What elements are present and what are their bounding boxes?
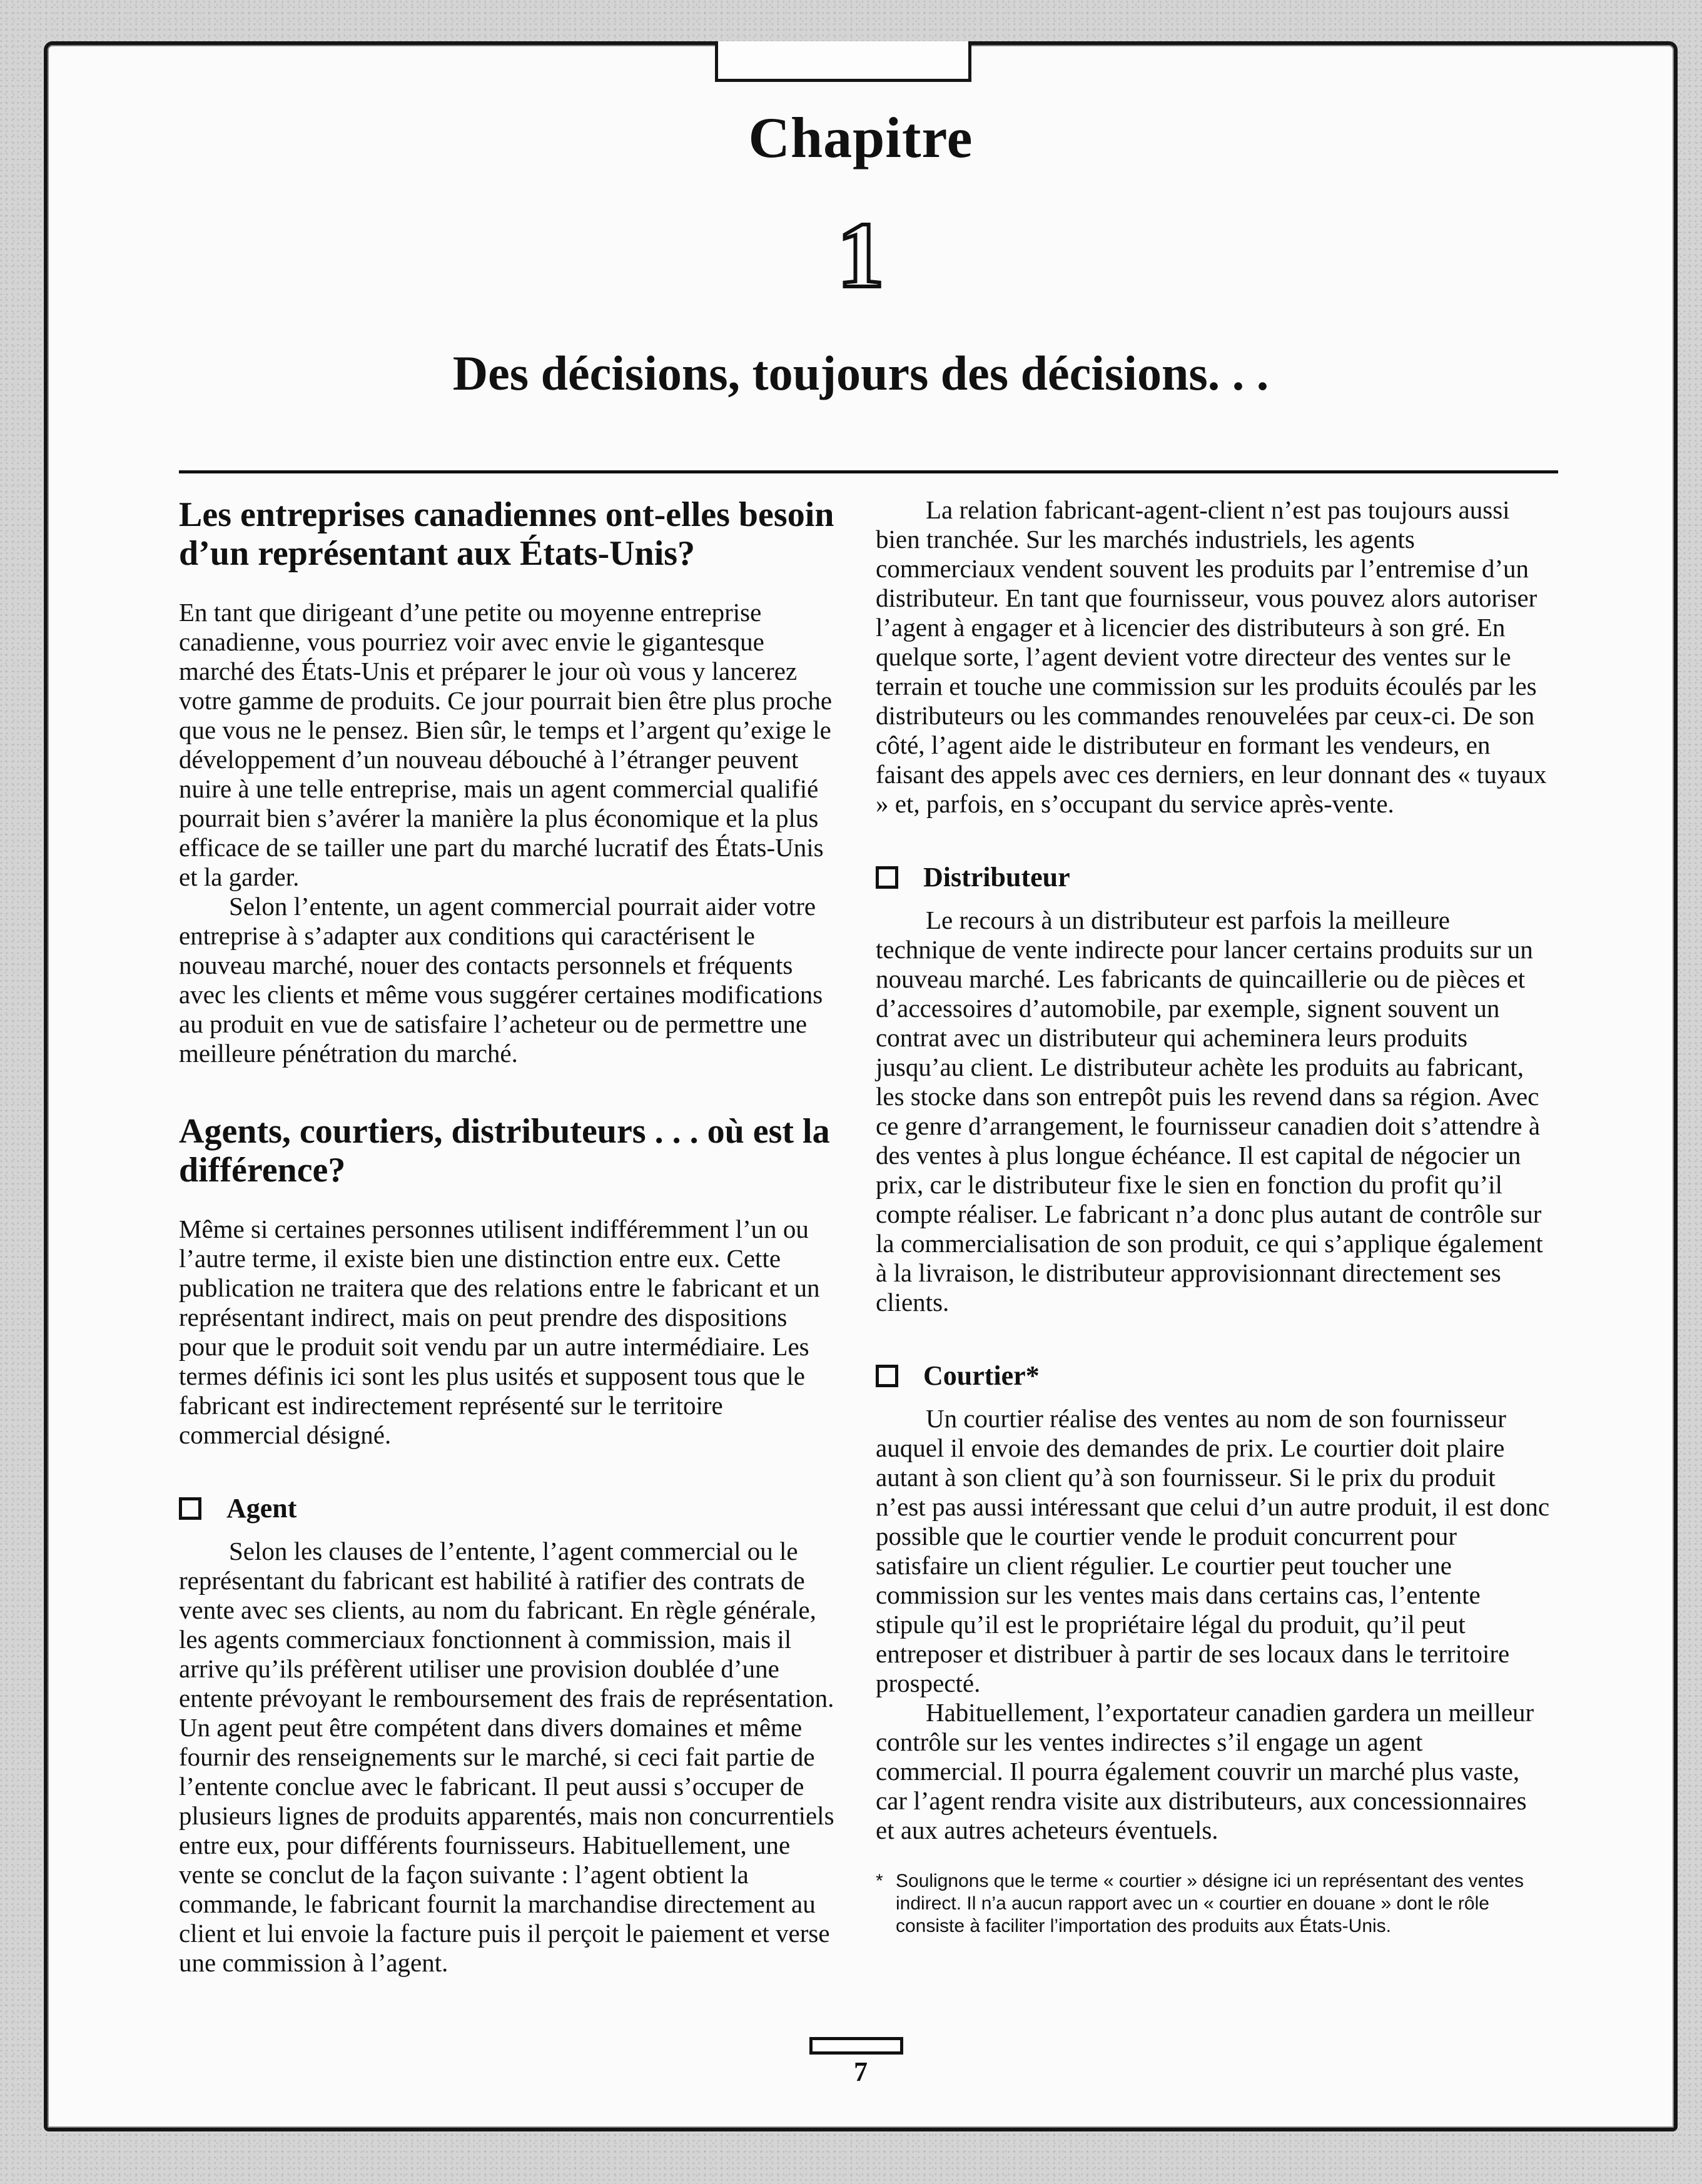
footnote-mark: * xyxy=(876,1871,883,1891)
footnote xyxy=(876,1870,1551,1938)
page-number: 7 xyxy=(854,2056,868,2087)
chapter-number: 1 xyxy=(837,203,884,307)
chapter-label: Chapitre xyxy=(748,106,973,169)
subsection-heading-label: Distributeur xyxy=(923,862,1070,892)
paragraph: Le recours à un distributeur est parfois la meilleure technique de vente indirecte pour lancer certains produits sur un nouveau marché. Les fabricants de quincaillerie ou de pièces et d’accessoires d’automobile, par exemple, signent souvent un contrat avec un distributeur qui acheminera leurs produits jusqu’au client. Le distributeur achète les produits au fabricant, les stocke dans son entrepôt puis les revend dans sa région. Avec ce genre d’arrangement, le fournisseur canadien doit s’attendre à des ventes à plus longue échéance. Il est capital de négocier un prix, car le distributeur fixe le sien en fonction du profit qu’il compte réaliser. Le fabricant n’a donc plus autant de contrôle sur la commercialisation de son produit, ce qui s’applique également à la livraison, le distributeur approvisionnant directement ses clients. xyxy=(876,906,1543,1317)
section-heading-difference: Agents, courtiers, distributeurs . . . où est la différence? xyxy=(179,1112,830,1190)
subsection-heading-distributeur xyxy=(876,862,1551,892)
checkbox-square-icon xyxy=(876,1365,898,1387)
bottom-tab-decoration xyxy=(809,2037,903,2055)
paragraph: En tant que dirigeant d’une petite ou moyenne entreprise canadienne, vous pourriez voir avec envie le gigantesque marché des États-Unis et préparer le jour où vous y lancerez votre gamme de produits. Ce jour pourrait bien être plus proche que vous ne le pensez. Bien sûr, le temps et l’argent qu’exige le développement d’un nouveau débouché à l’étranger peuvent nuire à une telle entreprise, mais un agent commercial qualifié pourrait bien s’avérer la manière la plus économique et la plus efficace de se tailler une part du marché lucratif des États-Unis et la garder. xyxy=(179,598,833,891)
left-column xyxy=(179,495,836,1978)
top-tab-decoration xyxy=(715,41,971,82)
subsection-heading-label: Agent xyxy=(226,1493,297,1524)
section-heading-representant: Les entreprises canadiennes ont-elles besoin d’un représentant aux États-Unis? xyxy=(179,495,834,573)
paragraph: Selon l’entente, un agent commercial pourrait aider votre entreprise à s’adapter aux conditions qui caractérisent le nouveau marché, nouer des contacts personnels et fréquents avec les clients et même vous suggérer certaines modifications au produit en vue de satisfaire l’acheteur ou de permettre une meilleure pénétration du marché. xyxy=(179,892,823,1068)
paragraph: Un courtier réalise des ventes au nom de son fournisseur auquel il envoie des demandes de prix. Le courtier doit plaire autant à son client qu’à son fournisseur. Si le prix du produit n’est pas aussi intéressant que celui d’un autre produit, il est donc possible que le courtier vende le produit concurrent pour satisfaire un client régulier. Le courtier peut toucher une commission sur les ventes mais dans certains cas, l’entente stipule qu’il est le propriétaire légal du produit, qu’il peut entreposer et distribuer à partir de ses locaux dans le territoire prospecté. xyxy=(876,1404,1550,1697)
subsection-heading-courtier xyxy=(876,1361,1551,1390)
footnote-text: Soulignons que le terme « courtier » désigne ici un représentant des ventes indirect. Il n’a aucun rapport avec un « courtier en douane » dont le rôle consiste à faciliter l’importation des produits aux États-Unis. xyxy=(896,1871,1524,1936)
checkbox-square-icon xyxy=(179,1497,201,1520)
chapter-title: Des décisions, toujours des décisions. . . xyxy=(452,346,1269,400)
subsection-heading-agent xyxy=(179,1494,836,1523)
checkbox-square-icon xyxy=(876,866,898,889)
horizontal-rule xyxy=(179,470,1558,473)
paragraph: Selon les clauses de l’entente, l’agent commercial ou le représentant du fabricant est habilité à ratifier des contrats de vente avec ses clients, au nom du fabricant. En règle générale, les agents commerciaux fonctionnent à commission, mais il arrive qu’ils préfèrent utiliser une provision doublée d’une entente prévoyant le remboursement des frais de représentation. Un agent peut être compétent dans divers domaines et même fournir des renseignements sur le marché, si ceci fait partie de l’entente conclue avec le fabricant. Il peut aussi s’occuper de plusieurs lignes de produits apparentés, mais non concurrentiels entre eux, pour différents fournisseurs. Habituellement, une vente se conclut de la façon suivante : l’agent obtient la commande, le fabricant fournit la marchandise directement au client et lui envoie la facture puis il perçoit le paiement et verse une commission à l’agent. xyxy=(179,1537,834,1977)
paragraph: La relation fabricant-agent-client n’est pas toujours aussi bien tranchée. Sur les marchés industriels, les agents commerciaux vendent souvent les produits par l’entremise d’un distributeur. En tant que fournisseur, vous pouvez alors autoriser l’agent à engager et à licencier des distributeurs à son gré. En quelque sorte, l’agent devient votre directeur des ventes sur le terrain et touche une commission sur les produits écoulés par les distributeurs ou les commandes renouvelées par ceux-ci. De son côté, l’agent aide le distributeur en formant les vendeurs, en faisant des appels avec ces derniers, en leur donnant des « tuyaux » et, parfois, en s’occupant du service après-vente. xyxy=(876,495,1547,818)
book-page xyxy=(44,41,1678,2131)
subsection-heading-label: Courtier* xyxy=(923,1360,1040,1391)
paragraph: Même si certaines personnes utilisent indifféremment l’un ou l’autre terme, il existe bien une distinction entre eux. Cette publication ne traitera que des relations entre le fabricant et un représentant indirect, mais on peut prendre des dispositions pour que le produit soit vendu par un autre intermédiaire. Les termes définis ici sont les plus usités et supposent tous que le fabricant est indirectement représenté sur le territoire commercial désigné. xyxy=(179,1215,820,1449)
right-column xyxy=(876,495,1551,1938)
paragraph: Habituellement, l’exportateur canadien gardera un meilleur contrôle sur les ventes indirectes s’il engage un agent commercial. Il pourra également couvrir un marché plus vaste, car l’agent rendra visite aux distributeurs, aux concessionnaires et aux autres acheteurs éventuels. xyxy=(876,1698,1534,1844)
